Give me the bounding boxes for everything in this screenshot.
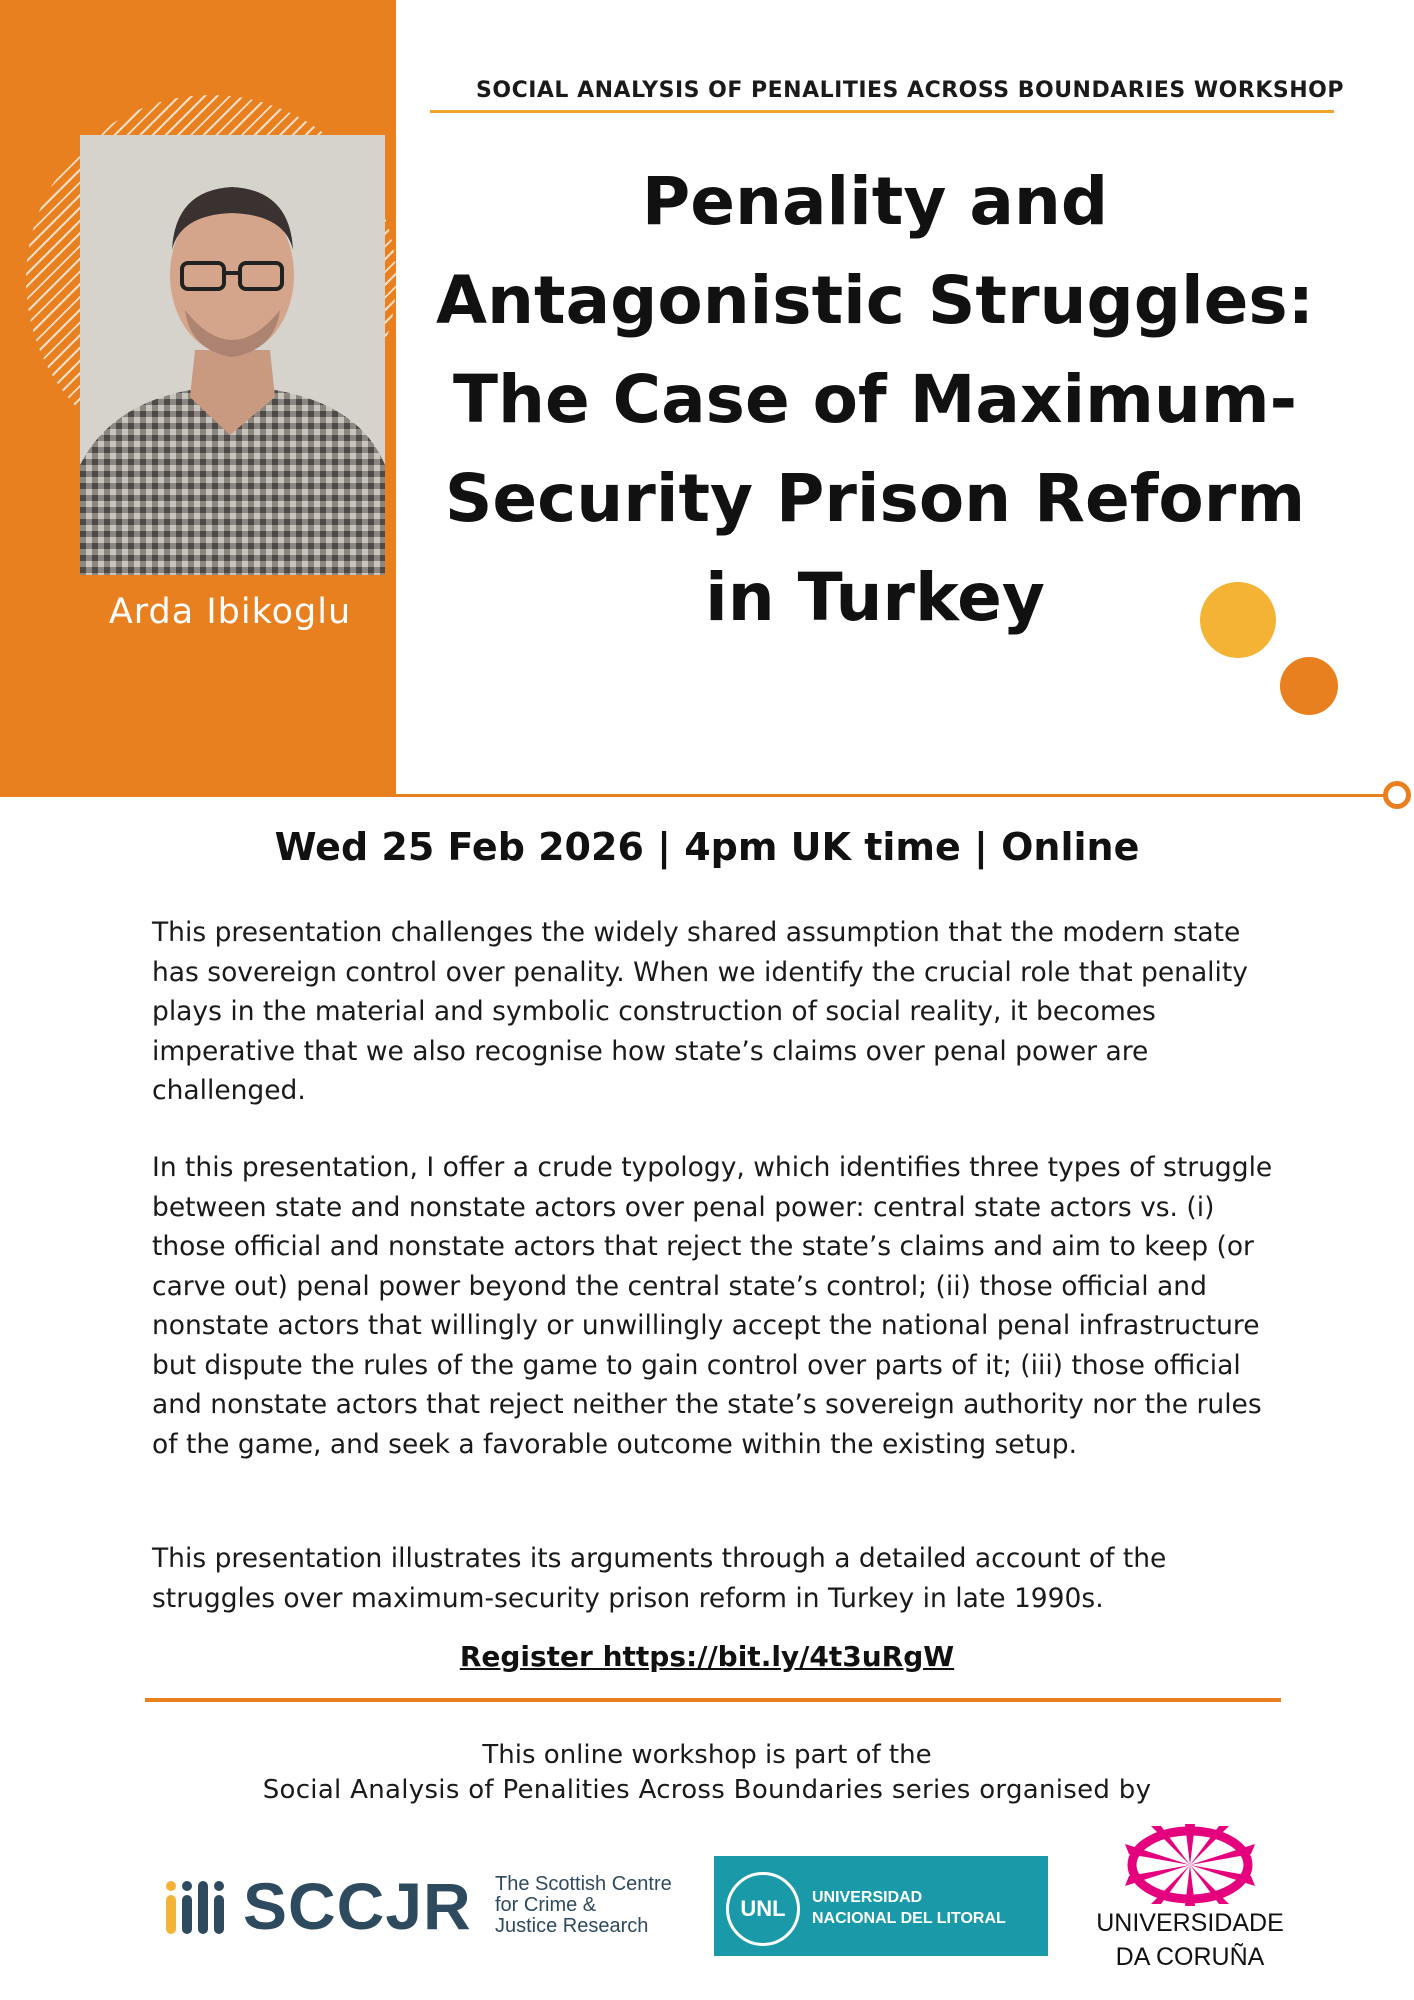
udc-wordmark-line: DA CORUÑA <box>1115 1943 1265 1971</box>
speaker-name: Arda Ibikoglu <box>108 592 352 632</box>
udc-wordmark-line: UNIVERSIDADE <box>1096 1909 1284 1937</box>
footer-text-line-1: This online workshop is part of the <box>482 1740 932 1770</box>
sccjr-wordmark: SCCJR <box>243 1869 472 1943</box>
unl-wordmark <box>812 1887 1006 1929</box>
register-link[interactable]: Register https://bit.ly/4t3uRgW <box>459 1640 955 1673</box>
abstract-paragraph-1: This presentation challenges the widely shared assumption that the modern state has sovereign control over penality. When we identify the crucial role that penality plays in the material and symbolic construction of social reality, it becomes imperative that we also recognise how state’s claims over penal power are challenged. <box>152 917 1248 1106</box>
unl-wordmark-line: NACIONAL DEL LITORAL <box>812 1910 1006 1927</box>
sccjr-subtitle-line: The Scottish Centre <box>495 1873 672 1895</box>
talk-title <box>400 152 1350 647</box>
workshop-underline <box>430 110 1334 113</box>
talk-title-line: Penality and <box>641 163 1109 240</box>
sccjr-subtitle-line: for Crime & <box>495 1894 597 1916</box>
talk-title-line: Security Prison Reform <box>444 460 1306 537</box>
sccjr-logo <box>165 1868 705 1943</box>
sccjr-subtitle <box>495 1874 672 1937</box>
footer-text-line-2: Social Analysis of Penalities Across Boundaries series organised by <box>262 1775 1152 1805</box>
sccjr-bars-icon <box>165 1878 227 1934</box>
unl-badge: UNL <box>726 1872 800 1946</box>
divider-line <box>396 794 1386 797</box>
udc-emblem-icon <box>1121 1824 1259 1906</box>
event-date-time-location: Wed 25 Feb 2026 | 4pm UK time | Online <box>274 825 1140 869</box>
footer-divider <box>145 1698 1281 1702</box>
decorative-dot-orange <box>1280 657 1338 715</box>
talk-title-line: in Turkey <box>705 559 1045 636</box>
workshop-label: SOCIAL ANALYSIS OF PENALITIES ACROSS BOUNDARIES WORKSHOP <box>476 78 1344 103</box>
abstract-paragraph-3: This presentation illustrates its arguments through a detailed account of the struggles over maximum-security prison reform in Turkey in late 1990s. <box>152 1543 1167 1614</box>
sccjr-subtitle-line: Justice Research <box>495 1915 649 1937</box>
abstract-paragraph-2: In this presentation, I offer a crude typology, which identifies three types of struggle between state and nonstate actors over penal power: central state actors vs. (i) those official and nonstate actors that reject the state’s claims and aim to keep (or carve out) penal power beyond the central state’s control; (ii) those official and nonstate actors that willingly or unwillingly accept the national penal infrastructure but dispute the rules of the game to gain control over parts of it; (iii) those official and nonstate actors that reject neither the state’s sovereign authority nor the rules of the game, and seek a favorable outcome within the existing setup. <box>152 1152 1273 1460</box>
unl-logo <box>714 1856 1048 1956</box>
udc-logo <box>1095 1824 1285 1974</box>
speaker-photo <box>80 135 385 575</box>
decorative-dot-yellow <box>1200 582 1276 658</box>
udc-wordmark <box>1095 1906 1285 1974</box>
unl-wordmark-line: UNIVERSIDAD <box>812 1889 923 1906</box>
talk-title-line: The Case of Maximum- <box>452 361 1298 438</box>
talk-title-line: Antagonistic Struggles: <box>435 262 1315 339</box>
divider-ring-icon <box>1383 781 1411 809</box>
